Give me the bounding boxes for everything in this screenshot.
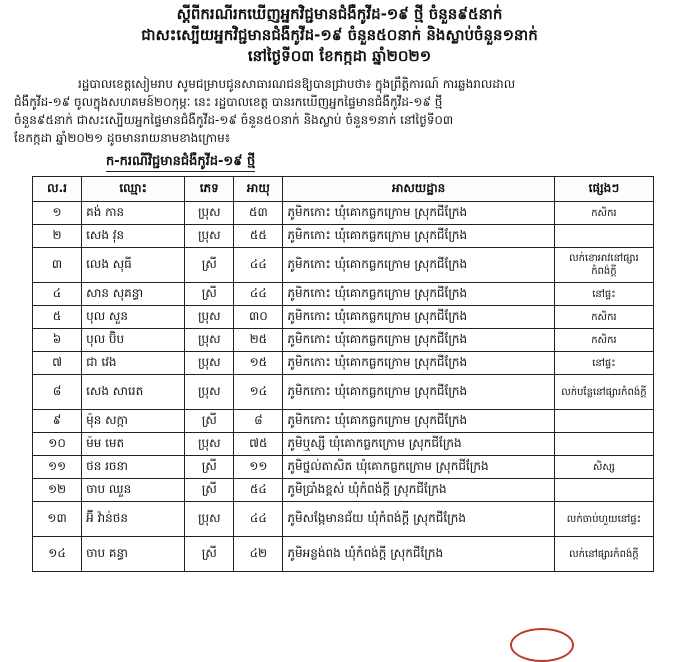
header-address: អាសយដ្ឋាន <box>283 177 554 202</box>
cell-note: លក់នៅផ្សារកំពង់ក្ដី <box>554 537 653 572</box>
cell-no: ៣ <box>33 248 82 283</box>
cell-no: ៦ <box>33 329 82 352</box>
cell-sex: ប្រុស <box>185 433 234 456</box>
intro-line-1: រដ្ឋបាលខេត្តសៀមរាប សូមជម្រាបជូនសាធារណជនឱ្យបានជ្រាបថា៖ ក្នុងព្រឹត្តិការណ៍ ការឆ្លងរាលដាល <box>78 77 516 91</box>
section-heading: ក-ករណីវិជ្ជមានជំងឺកូវីដ-១៩ ថ្មី <box>106 153 255 172</box>
cell-no: ៥ <box>33 306 82 329</box>
table-row <box>33 456 654 479</box>
title-line-2: ជាសះស្បើយអ្នកវិជ្ជមានជំងឺកូវីដ-១៩ ចំនួន៥០នាក់ និងស្លាប់ចំនួន១នាក់ <box>141 26 538 44</box>
cell-age: ១៥ <box>234 352 283 375</box>
cell-name: ថន រចនា <box>82 456 185 479</box>
cell-note: លក់ចាប់ហួយនៅផ្ទះ <box>554 502 653 537</box>
cell-sex: ស្រី <box>185 479 234 502</box>
table-row <box>33 479 654 502</box>
table-row <box>33 306 654 329</box>
cell-sex: ស្រី <box>185 283 234 306</box>
table-row <box>33 283 654 306</box>
cell-name: សាន សុគន្ធា <box>82 283 185 306</box>
cell-no: ៤ <box>33 283 82 306</box>
table-row <box>33 375 654 410</box>
intro-line-2: ជំងឺកូវីដ-១៩ ចូលក្នុងសហគមន៍២០កុម្ភៈ នេះ រដ្ឋបាលខេត្ត បានរកឃើញអ្នកផ្ទៃមានជំងឺកូវីដ-១៩ ថ្មី <box>14 95 443 109</box>
intro-line-4: ខែកក្កដា ឆ្នាំ២០២១ ដូចមានរាយនាមខាងក្រោម៖ <box>14 131 230 145</box>
cell-name: បុល សួន <box>82 306 185 329</box>
cell-name: ម៉ុន សក្កា <box>82 410 185 433</box>
cell-note: កសិករ <box>554 329 653 352</box>
cell-address: ភូមិសង្កែមានជ័យ ឃុំកំពង់ក្ដី ស្រុកជីក្រែង <box>283 502 554 537</box>
header-name: ឈ្មោះ <box>82 177 185 202</box>
cell-address: ភូមិអន្លង់ពង ឃុំកំពង់ក្ដី ស្រុកជីក្រែង <box>283 537 554 572</box>
table-row <box>33 433 654 456</box>
cell-sex: ប្រុស <box>185 306 234 329</box>
cell-no: ១ <box>33 202 82 225</box>
cases-table <box>32 176 654 572</box>
cell-sex: ស្រី <box>185 410 234 433</box>
cell-age: ៤២ <box>234 537 283 572</box>
cell-age: ៥៥ <box>234 225 283 248</box>
cell-address: ភូមិថ្នល់តាសិត ឃុំគោកធ្លកក្រោម ស្រុកជីក្រែង <box>283 456 554 479</box>
cell-no: ១៤ <box>33 537 82 572</box>
table-row <box>33 502 654 537</box>
cell-sex: ប្រុស <box>185 502 234 537</box>
cell-name: ម៉ម មេត <box>82 433 185 456</box>
cell-age: ៥៤ <box>234 479 283 502</box>
cell-address: ភូមិកកោះ ឃុំគោកធ្លកក្រោម ស្រុកជីក្រែង <box>283 329 554 352</box>
cell-no: ៨ <box>33 375 82 410</box>
cell-no: ១១ <box>33 456 82 479</box>
cell-name: សេង សារេត <box>82 375 185 410</box>
cell-note <box>554 433 653 456</box>
cell-no: ១២ <box>33 479 82 502</box>
header-note: ផ្សេងៗ <box>554 177 653 202</box>
cell-age: ២៥ <box>234 329 283 352</box>
table-row <box>33 410 654 433</box>
header-sex: ភេទ <box>185 177 234 202</box>
table-header-row <box>33 177 654 202</box>
cell-age: ៤៤ <box>234 502 283 537</box>
table-row <box>33 248 654 283</box>
cell-sex: ប្រុស <box>185 202 234 225</box>
cell-age: ៥៣ <box>234 202 283 225</box>
table-row <box>33 537 654 572</box>
cell-sex: ស្រី <box>185 537 234 572</box>
title-line-3: នៅថ្ងៃទី០៣ ខែកក្កដា ឆ្នាំ២០២១ <box>247 47 432 65</box>
table-row <box>33 329 654 352</box>
cell-note <box>554 225 653 248</box>
intro-line-3: ចំនួន៩៥នាក់ ជាសះស្បើយអ្នកផ្ទៃមានជំងឺកូវីដ-១៩ ចំនួន៥០នាក់ និងស្លាប់ ចំនួន១នាក់ នៅថ្ងៃទី០៣ <box>14 113 454 127</box>
table-row <box>33 225 654 248</box>
cell-address: ភូមិកកោះ ឃុំគោកធ្លកក្រោម ស្រុកជីក្រែង <box>283 283 554 306</box>
cell-age: ៤៤ <box>234 283 283 306</box>
cell-name: បុល ប៊ិប <box>82 329 185 352</box>
header-age: អាយុ <box>234 177 283 202</box>
cell-name: ចាប ឈួន <box>82 479 185 502</box>
cell-address: ភូមិកកោះ ឃុំគោកធ្លកក្រោម ស្រុកជីក្រែង <box>283 248 554 283</box>
cell-name: អ៊ី វ៉ាន់ថន <box>82 502 185 537</box>
cell-sex: ប្រុស <box>185 375 234 410</box>
cell-address: ភូមិកកោះ ឃុំគោកធ្លកក្រោម ស្រុកជីក្រែង <box>283 410 554 433</box>
cell-address: ភូមិប្រាំងខ្ពស់ ឃុំកំពង់ក្ដី ស្រុកជីក្រែង <box>283 479 554 502</box>
cell-age: ៧៥ <box>234 433 283 456</box>
cell-age: ៤៤ <box>234 248 283 283</box>
cell-sex: ប្រុស <box>185 352 234 375</box>
cell-name: សេង វុន <box>82 225 185 248</box>
cell-note <box>554 410 653 433</box>
cell-address: ភូមិកកោះ ឃុំគោកធ្លកក្រោម ស្រុកជីក្រែង <box>283 225 554 248</box>
cell-name: លេង សុធី <box>82 248 185 283</box>
title-line-1: ស្ដីពីករណីរកឃើញអ្នកវិជ្ជមានជំងឺកូវីដ-១៩ ថ្មី ចំនួន៩៥នាក់ <box>176 5 503 23</box>
cell-name: ចាប គន្ធា <box>82 537 185 572</box>
cell-sex: ស្រី <box>185 456 234 479</box>
cell-sex: ប្រុស <box>185 329 234 352</box>
official-stamp <box>510 628 574 662</box>
cell-name: ជា វេង <box>82 352 185 375</box>
cell-address: ភូមិឬស្សី ឃុំគោកធ្លកក្រោម ស្រុកជីក្រែង <box>283 433 554 456</box>
cell-age: ១៤ <box>234 375 283 410</box>
header-no: ល.រ <box>33 177 82 202</box>
cell-age: ១១ <box>234 456 283 479</box>
cell-no: ៩ <box>33 410 82 433</box>
table-row <box>33 202 654 225</box>
cell-sex: ស្រី <box>185 248 234 283</box>
cell-address: ភូមិកកោះ ឃុំគោកធ្លកក្រោម ស្រុកជីក្រែង <box>283 375 554 410</box>
cell-address: ភូមិកកោះ ឃុំគោកធ្លកក្រោម ស្រុកជីក្រែង <box>283 352 554 375</box>
cell-no: ១៣ <box>33 502 82 537</box>
cell-sex: ប្រុស <box>185 225 234 248</box>
cell-address: ភូមិកកោះ ឃុំគោកធ្លកក្រោម ស្រុកជីក្រែង <box>283 202 554 225</box>
cell-note: នៅផ្ទះ <box>554 283 653 306</box>
cell-note <box>554 479 653 502</box>
cell-note: កសិករ <box>554 202 653 225</box>
intro-paragraph <box>14 75 657 147</box>
cell-note: នៅផ្ទះ <box>554 352 653 375</box>
cell-age: ៣០ <box>234 306 283 329</box>
cell-name: គង់ កាន <box>82 202 185 225</box>
cell-note: លក់ខោអាវនៅផ្សារកំពង់ក្ដី <box>554 248 653 283</box>
cell-no: ៧ <box>33 352 82 375</box>
cell-no: ២ <box>33 225 82 248</box>
cell-note: សិស្ស <box>554 456 653 479</box>
cell-no: ១០ <box>33 433 82 456</box>
cell-age: ៨ <box>234 410 283 433</box>
cell-address: ភូមិកកោះ ឃុំគោកធ្លកក្រោម ស្រុកជីក្រែង <box>283 306 554 329</box>
document-title <box>18 4 661 67</box>
table-row <box>33 352 654 375</box>
cell-note: កសិករ <box>554 306 653 329</box>
cell-note: លក់បន្លែនៅផ្សារកំពង់ក្ដី <box>554 375 653 410</box>
